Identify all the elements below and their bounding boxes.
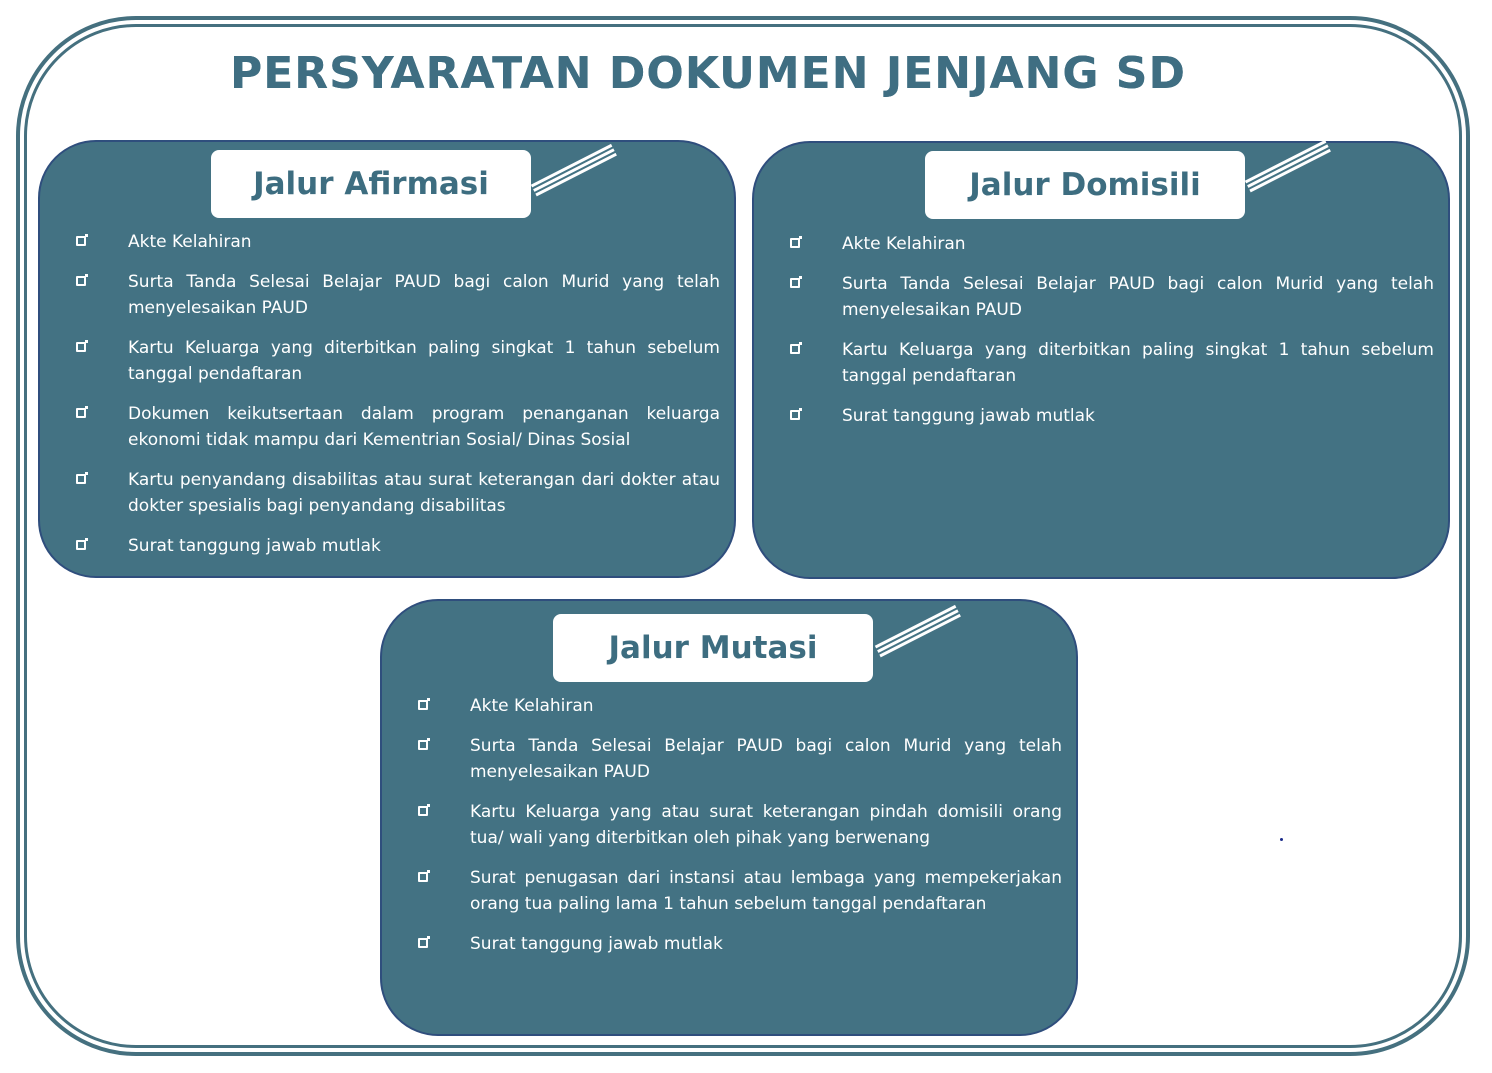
checkbox-bullet-icon (418, 700, 428, 710)
checkbox-bullet-icon (76, 342, 86, 352)
checkbox-bullet-icon (418, 740, 428, 750)
list-item: Surta Tanda Selesai Belajar PAUD bagi calon Murid yang telah menyelesaikan PAUD (76, 269, 720, 321)
list-item: Surat tanggung jawab mutlak (76, 533, 720, 559)
checkbox-bullet-icon (790, 278, 800, 288)
list-item: Surat tanggung jawab mutlak (790, 403, 1434, 429)
checkbox-bullet-icon (76, 408, 86, 418)
checkbox-bullet-icon (76, 474, 86, 484)
list-item: Kartu penyandang disabilitas atau surat keterangan dari dokter atau dokter spesialis bagi penyandang disabilitas (76, 467, 720, 519)
list-item: Surta Tanda Selesai Belajar PAUD bagi calon Murid yang telah menyelesaikan PAUD (418, 733, 1062, 785)
checkbox-bullet-icon (418, 938, 428, 948)
checkbox-bullet-icon (418, 806, 428, 816)
list-item: Surat tanggung jawab mutlak (418, 931, 1062, 957)
checkbox-bullet-icon (76, 540, 86, 550)
stray-dot (1280, 838, 1283, 841)
checkbox-bullet-icon (76, 236, 86, 246)
requirements-list-domisili (790, 231, 1434, 443)
list-item: Dokumen keikutsertaan dalam program penanganan keluarga ekonomi tidak mampu dari Kementrian Sosial/ Dinas Sosial (76, 401, 720, 453)
list-item: Kartu Keluarga yang diterbitkan paling singkat 1 tahun sebelum tanggal pendaftaran (76, 335, 720, 387)
checkbox-bullet-icon (76, 276, 86, 286)
checkbox-bullet-icon (790, 238, 800, 248)
panel-heading-domisili: Jalur Domisili (925, 151, 1245, 219)
list-item: Kartu Keluarga yang diterbitkan paling singkat 1 tahun sebelum tanggal pendaftaran (790, 337, 1434, 389)
list-item: Akte Kelahiran (418, 693, 1062, 719)
list-item: Surta Tanda Selesai Belajar PAUD bagi calon Murid yang telah menyelesaikan PAUD (790, 271, 1434, 323)
checkbox-bullet-icon (418, 872, 428, 882)
list-item: Surat penugasan dari instansi atau lembaga yang mempekerjakan orang tua paling lama 1 tahun sebelum tanggal pendaftaran (418, 865, 1062, 917)
requirements-list-afirmasi (76, 229, 720, 573)
list-item: Akte Kelahiran (790, 231, 1434, 257)
panel-heading-afirmasi: Jalur Afirmasi (211, 150, 531, 218)
list-item: Akte Kelahiran (76, 229, 720, 255)
checkbox-bullet-icon (790, 344, 800, 354)
panel-heading-mutasi: Jalur Mutasi (553, 614, 873, 682)
requirements-list-mutasi (418, 693, 1062, 971)
list-item: Kartu Keluarga yang atau surat keterangan pindah domisili orang tua/ wali yang diterbitkan oleh pihak yang berwenang (418, 799, 1062, 851)
checkbox-bullet-icon (790, 410, 800, 420)
page-title: PERSYARATAN DOKUMEN JENJANG SD (230, 48, 1186, 99)
